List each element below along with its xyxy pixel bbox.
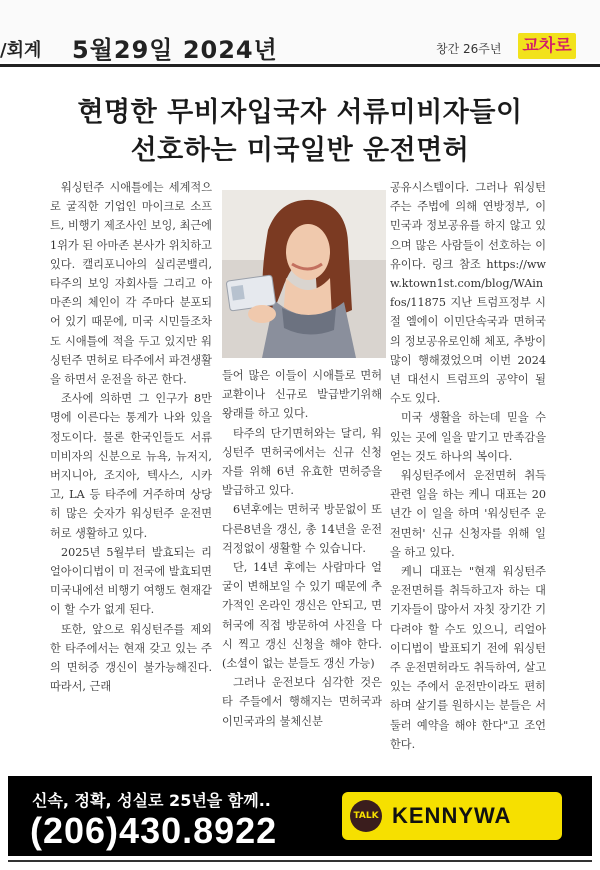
article-photo bbox=[222, 190, 386, 358]
newspaper-header bbox=[0, 0, 600, 62]
article-column-2 bbox=[222, 366, 382, 731]
section-label: /회계 bbox=[0, 40, 42, 61]
gyocharo-logo: 교차로 bbox=[518, 33, 576, 59]
paragraph: 조사에 의하면 그 인구가 8만명에 이른다는 통계가 나와 있을 정도이다. 물론 한국인들도 서류 미비자의 신분으로 뉴욕, 뉴저지, 버지니아, 조지아, 텍사스, 시카고, LA 등 타주에 거주하며 상당히 많은 숫자가 워싱턴주 운전면허로 생활하고 있다. bbox=[50, 392, 212, 540]
paragraph: 타주의 단기면허와는 달리, 워싱턴주 면허국에서는 신규 신청자를 위해 6년 유효한 면허증을 발급하고 있다. bbox=[222, 426, 382, 498]
article-column-3 bbox=[390, 178, 546, 754]
paragraph: 6년후에는 면허국 방문없이 또 다른8년을 갱신, 총 14년을 운전 걱정없이 생활할 수 있습니다. bbox=[222, 503, 382, 555]
issue-date: 5월29일 2024년 bbox=[72, 36, 278, 64]
paragraph: 들어 많은 이들이 시애틀로 면허교환이나 신규로 발급받기위해 왕래를 하고 있다. bbox=[222, 369, 382, 421]
paragraph: 또한, 앞으로 워싱턴주를 제외한 타주에서는 현재 갖고 있는 주의 면허증 갱신이 불가능해진다. 따라서, 근래 bbox=[50, 622, 212, 694]
paragraph: 단, 14년 후에는 사람마다 얼굴이 변해보일 수 있기 때문에 추가적인 온라인 갱신은 안되고, 면허국에 직접 방문하여 사진을 다시 찍고 갱신 신청을 해야 한다. (소셜이 없는 분들도 갱신 가능) bbox=[222, 561, 382, 671]
kakao-id: KENNYWA bbox=[392, 803, 512, 828]
headline-line-1: 현명한 무비자입국자 서류미비자들이 bbox=[77, 97, 523, 128]
footer-divider bbox=[8, 860, 592, 862]
paragraph: 2025년 5월부터 발효되는 리얼아이디법이 미 전국에 발효되면 미국내에선 비행기 여행도 현재같이 할 수가 없게 된다. bbox=[50, 545, 212, 617]
paragraph: 워싱턴주에서 운전면허 취득관련 일을 하는 케니 대표는 20년간 이 일을 하며 '워싱턴주 운전면허' 신규 신청자를 위해 일을 하고 있다. bbox=[390, 469, 546, 559]
advertisement-banner bbox=[8, 776, 592, 856]
kakao-talk-icon: TALK bbox=[350, 800, 382, 832]
paragraph: 케니 대표는 "현재 워싱턴주 운전면허를 취득하고자 하는 대기자들이 많아서 자칫 장기간 기다려야 할 수도 있으니, 리얼아이디법이 발표되기 전에 워싱턴주 운전면허라도 취득하여, 살고 있는 주에서 운전만이라도 편히 하며 살기를 원하시는 분들은 서둘러 예약을 해야 한다"고 조언한다. bbox=[390, 565, 546, 751]
headline-line-2: 선호하는 미국일반 운전면허 bbox=[130, 135, 470, 166]
article-column-1 bbox=[50, 178, 212, 696]
paragraph: 워싱턴주 시애틀에는 세계적으로 굴직한 기업인 마이크로 소프트, 비행기 제조사인 보잉, 최근에 1위가 된 아마존 본사가 위치하고 있다. 캘리포니아의 실리콘밸리, 타주의 보잉 자회사들 그리고 아마존의 체인이 각 주마다 분포되어 있기 때문에, 미국 시민들조차도 시애틀에 적을 두고 있지만 워싱턴주 면허로 타주에서 파견생활을 하면서 운전을 하곤 한다. bbox=[50, 181, 212, 387]
anniversary-label: 창간 26주년 bbox=[436, 42, 502, 56]
paragraph: 공유시스템이다. 그러나 워싱턴주는 주법에 의해 연방정부, 이민국과 정보공유를 하지 않고 있으며 많은 사람들이 선호하는 이유이다. 링크 참조 https://www.ktown1st.com/blog/WAinfos/11875 지난 트럼프정부 시절 엘에이 이민단속국과 면허국의 정보공유로인해 체포, 추방이 많이 행해졌었으며 이번 2024년 대선시 트럼프의 공약이 될 수도 있다. bbox=[390, 181, 546, 406]
paragraph: 그러나 운전보다 심각한 것은 타 주들에서 행해지는 면허국과 이민국과의 불체신분 bbox=[222, 676, 382, 728]
header-divider bbox=[0, 64, 600, 67]
kakao-talk-badge[interactable] bbox=[342, 792, 562, 840]
ad-slogan: 신속, 정확, 성실로 25년을 함께.. bbox=[32, 791, 271, 810]
woman-with-license-illustration bbox=[222, 190, 386, 358]
phone-number[interactable]: (206)430.8922 bbox=[30, 810, 278, 851]
paragraph: 미국 생활을 하는데 믿을 수 있는 곳에 일을 맡기고 만족감을 얻는 것도 하나의 복이다. bbox=[390, 411, 546, 463]
